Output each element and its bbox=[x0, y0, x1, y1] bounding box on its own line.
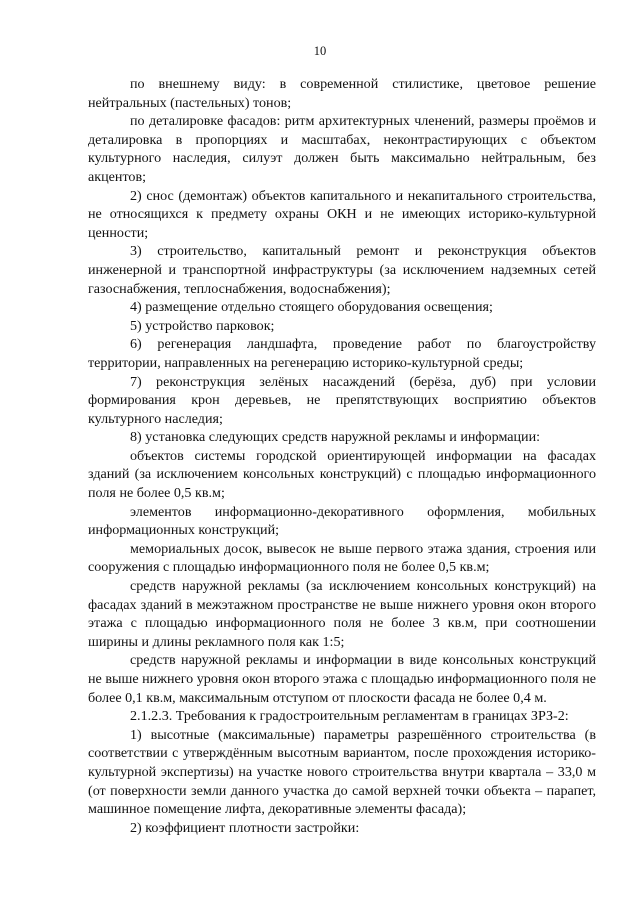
paragraph: мемориальных досок, вывесок не выше первого этажа здания, строения или сооружения с площадью информационного поля не более 0,5 кв.м; bbox=[88, 540, 596, 576]
paragraph: по внешнему виду: в современной стилистике, цветовое решение нейтральных (пастельных) тонов; bbox=[88, 76, 596, 111]
paragraph: 6) регенерация ландшафта, проведение работ по благоустройству территории, направленных на регенерацию историко-культурной среды; bbox=[88, 336, 596, 371]
page-number: 10 bbox=[313, 44, 327, 58]
paragraph: 2) снос (демонтаж) объектов капитального и некапитального строительства, не относящихся к предмету охраны ОКН и не имеющих историко-культурной ценности; bbox=[88, 187, 596, 241]
paragraph: 8) установка следующих средств наружной рекламы и информации: bbox=[130, 429, 541, 446]
paragraph: 2) коэффициент плотности застройки: bbox=[130, 819, 360, 836]
paragraph: элементов информационно-декоративного оформления, мобильных информационных конструкций; bbox=[88, 503, 596, 539]
section-heading: 2.1.2.3. Требования к градостроительным регламентам в границах ЗРЗ-2: bbox=[130, 708, 569, 725]
paragraph: 4) размещение отдельно стоящего оборудования освещения; bbox=[130, 299, 493, 316]
paragraph: 3) строительство, капитальный ремонт и реконструкция объектов инженерной и транспортной инфраструктуры (за исключением надземных сетей газоснабжения, теплоснабжения, водоснабжения); bbox=[88, 243, 596, 297]
document-body bbox=[88, 75, 596, 837]
paragraph: средств наружной рекламы и информации в виде консольных конструкций не выше нижнего уровня окон второго этажа с площадью информационного поля не более 0,1 кв.м, максимальным отступом от плоскости фасада не более 0,4 м. bbox=[88, 652, 596, 706]
paragraph: средств наружной рекламы (за исключением консольных конструкций) на фасадах зданий в межэтажном пространстве не выше нижнего уровня окон второго этажа с площадью информационного поля не более 3 кв.м, при соотношении ширины и длины рекламного поля как 1:5; bbox=[88, 578, 596, 650]
paragraph: по деталировке фасадов: ритм архитектурных членений, размеры проёмов и деталировка в пропорциях и масштабах, неконтрастирующих с объектом культурного наследия, силуэт должен быть максимально нейтральным, без акцентов; bbox=[88, 113, 596, 185]
paragraph: 1) высотные (максимальные) параметры разрешённого строительства (в соответствии с утверждённым высотным вариантом, после прохождения историко-культурной экспертизы) на участке нового строительства внутри квартала – 33,0 м (от поверхности земли данного участка до самой верхней точки объекта – парапет, машинное помещение лифта, декоративные элементы фасада); bbox=[88, 726, 596, 818]
paragraph: 7) реконструкция зелёных насаждений (берёза, дуб) при условии формирования крон деревьев, не препятствующих восприятию объектов культурного наследия; bbox=[88, 373, 596, 427]
paragraph: объектов системы городской ориентирующей информации на фасадах зданий (за исключением консольных конструкций) с площадью информационного поля не более 0,5 кв.м; bbox=[88, 447, 596, 502]
paragraph: 5) устройство парковок; bbox=[130, 317, 275, 334]
